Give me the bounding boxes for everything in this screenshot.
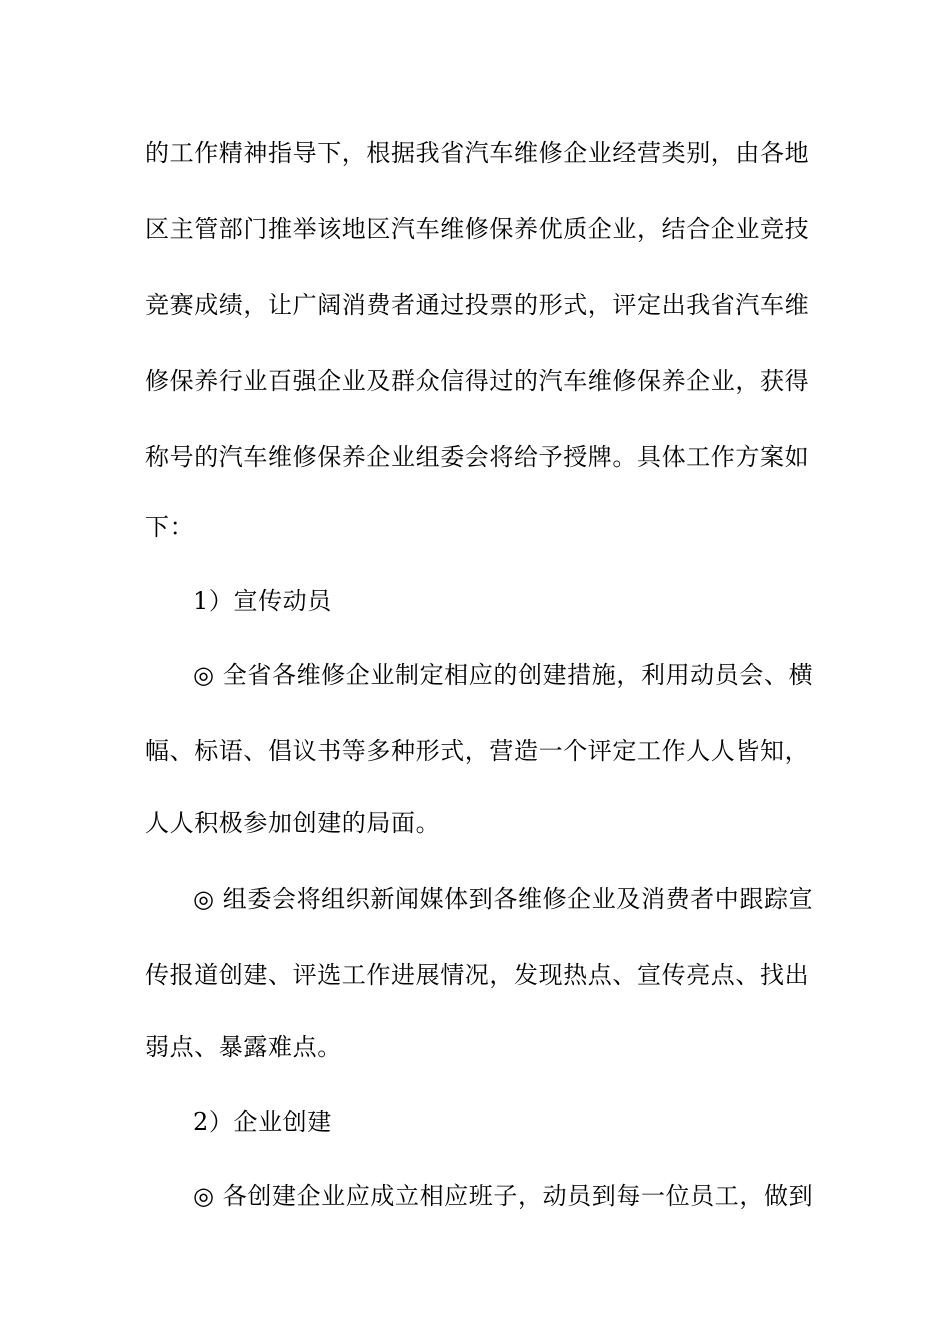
paragraph-line: 区主管部门推举该地区汽车维修保养优质企业，结合企业竞技 xyxy=(145,215,810,243)
bullet-line: ◎ 组委会将组织新闻媒体到各维修企业及消费者中跟踪宣 xyxy=(193,885,814,913)
paragraph-line: 弱点、暴露难点。 xyxy=(145,1033,342,1061)
paragraph-line: 传报道创建、评选工作进展情况，发现热点、宣传亮点、找出 xyxy=(145,961,810,989)
paragraph-line: 下： xyxy=(145,513,195,541)
paragraph-line: 的工作精神指导下，根据我省汽车维修企业经营类别，由各地 xyxy=(145,139,810,167)
section-heading: 2）企业创建 xyxy=(193,1108,332,1136)
paragraph-line: 人人积极参加创建的局面。 xyxy=(145,809,441,837)
paragraph-line: 竞赛成绩，让广阔消费者通过投票的形式，评定出我省汽车维 xyxy=(145,291,810,319)
paragraph-line: 幅、标语、倡议书等多种形式，营造一个评定工作人人皆知， xyxy=(145,737,810,765)
paragraph-line: 修保养行业百强企业及群众信得过的汽车维修保养企业，获得 xyxy=(145,367,810,395)
section-heading: 1）宣传动员 xyxy=(193,587,332,615)
paragraph-line: 称号的汽车维修保养企业组委会将给予授牌。具体工作方案如 xyxy=(145,443,810,471)
bullet-line: ◎ 各创建企业应成立相应班子，动员到每一位员工，做到 xyxy=(193,1182,814,1210)
bullet-line: ◎ 全省各维修企业制定相应的创建措施，利用动员会、横 xyxy=(193,661,814,689)
